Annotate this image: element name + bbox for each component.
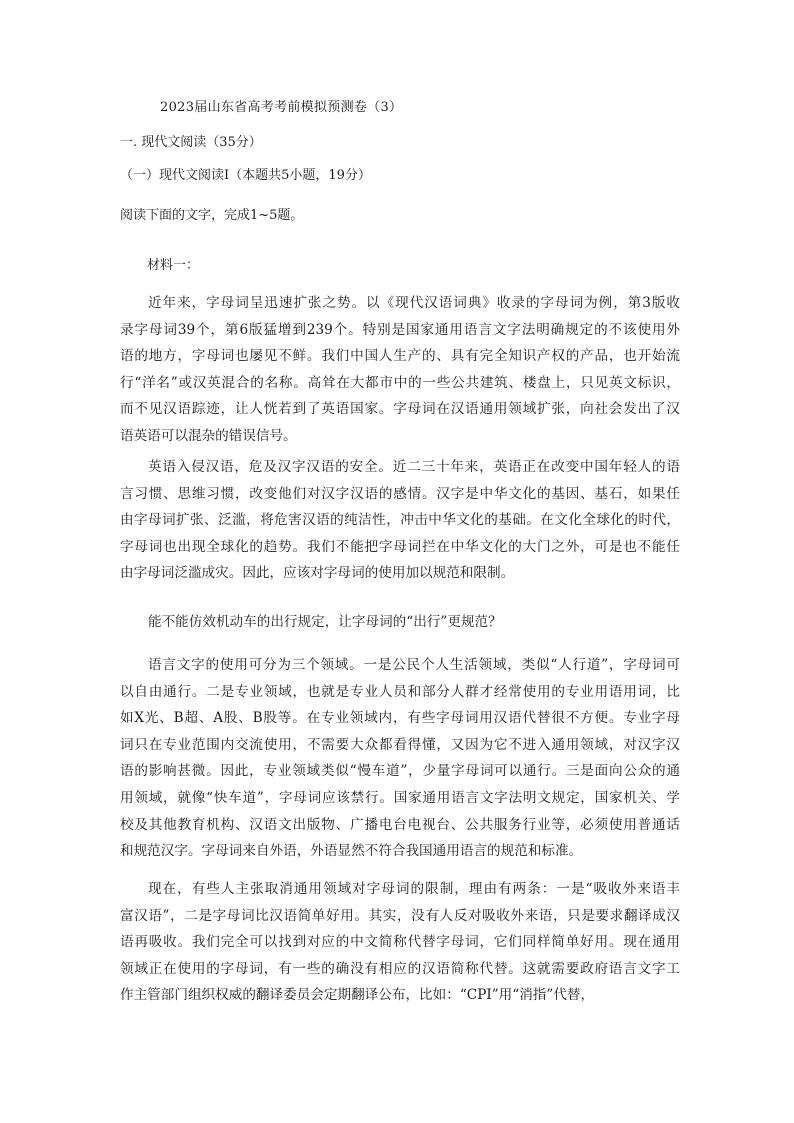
subsection-heading: （一）现代文阅读Ⅰ（本题共5小题，19分） bbox=[120, 168, 371, 183]
paragraph-line: 言习惯、思维习惯，改变他们对汉字汉语的感情。汉字是中华文化的基因、基石，如果任 bbox=[120, 485, 680, 502]
paragraph-3 bbox=[120, 609, 680, 636]
paragraph-line: 近年来，字母词呈迅速扩张之势。以《现代汉语词典》收录的字母词为例，第3版收 bbox=[148, 295, 680, 311]
paragraph-line: 以自由通行。二是专业领域，也就是专业人员和部分人群才经常使用的专业用语用词，比 bbox=[120, 683, 680, 700]
section-heading: 一. 现代文阅读（35分） bbox=[120, 135, 262, 150]
paragraph-line: 词只在专业范围内交流使用，不需要大众都看得懂，又因为它不进入通用领域，对汉字汉 bbox=[120, 736, 680, 753]
paragraph-2 bbox=[120, 454, 680, 587]
paragraph-line: 能不能仿效机动车的出行规定，让字母词的“出行”更规范？ bbox=[148, 614, 502, 630]
paragraph-line: 而不见汉语踪迹，让人恍若到了英语国家。字母词在汉语通用领域扩张，向社会发出了汉 bbox=[120, 401, 680, 418]
paragraph-line: 如X光、B超、A股、B股等。在专业领域内，有些字母词用汉语代替很不方便。专业字母 bbox=[120, 710, 680, 727]
paragraph-line: 录字母词39个，第6版猛增到239个。特别是国家通用语言文字法明确规定的不该使用外 bbox=[120, 321, 680, 338]
paragraph-line: 现在，有些人主张取消通用领域对字母词的限制，理由有两条：一是“吸收外来语丰 bbox=[148, 881, 680, 897]
reading-instruction: 阅读下面的文字，完成1~5题。 bbox=[120, 208, 304, 223]
document-title: 2023届山东省高考考前模拟预测卷（3） bbox=[160, 100, 403, 115]
paragraph-line: 和规范汉字。字母词来自外语，外语显然不符合我国通用语言的规范和标准。 bbox=[120, 843, 583, 860]
paragraph-line: 字母词也出现全球化的趋势。我们不能把字母词拦在中华文化的大门之外，可是也不能任 bbox=[120, 538, 680, 555]
paragraph-4 bbox=[120, 652, 680, 865]
paragraph-5 bbox=[120, 876, 680, 1009]
paragraph-line: 作主管部门组织权威的翻译委员会定期翻译公布，比如：“CPI”用“消指”代替， bbox=[120, 987, 595, 1004]
paragraph-1 bbox=[120, 290, 680, 450]
paragraph-line: 由字母词泛滥成灾。因此，应该对字母词的使用加以规范和限制。 bbox=[120, 565, 515, 582]
paragraph-line: 语再吸收。我们完全可以找到对应的中文简称代替字母词，它们同样简单好用。现在通用 bbox=[120, 934, 680, 951]
paragraph-line: 语英语可以混杂的错误信号。 bbox=[120, 427, 297, 444]
paragraph-line: 英语入侵汉语，危及汉字汉语的安全。近二三十年来，英语正在改变中国年轻人的语 bbox=[148, 459, 680, 475]
paragraph-line: 语的地方，字母词也屡见不鲜。我们中国人生产的、具有完全知识产权的产品，也开始流 bbox=[120, 348, 680, 365]
paragraph-line: 由字母词扩张、泛滥，将危害汉语的纯洁性，冲击中华文化的基础。在文化全球化的时代， bbox=[120, 512, 680, 529]
paragraph-line: 语的影响甚微。因此，专业领域类似“慢车道”，少量字母词可以通行。三是面向公众的通 bbox=[120, 763, 680, 780]
paragraph-line: 富汉语”，二是字母词比汉语简单好用。其实，没有人反对吸收外来语，只是要求翻译成汉 bbox=[120, 907, 680, 924]
paragraph-line: 语言文字的使用可分为三个领域。一是公民个人生活领域，类似“人行道”，字母词可 bbox=[148, 657, 680, 673]
paragraph-line: 用领域，就像“快车道”，字母词应该禁行。国家通用语言文字法明文规定，国家机关、学 bbox=[120, 789, 680, 806]
paragraph-line: 行“洋名”或汉英混合的名称。高耸在大都市中的一些公共建筑、楼盘上，只见英文标识， bbox=[120, 374, 680, 391]
paragraph-line: 领域正在使用的字母词，有一些的确没有相应的汉语简称代替。这就需要政府语言文字工 bbox=[120, 960, 680, 977]
material-label: 材料一： bbox=[147, 258, 200, 273]
paragraph-line: 校及其他教育机构、汉语文出版物、广播电台电视台、公共服务行业等，必须使用普通话 bbox=[120, 816, 680, 833]
